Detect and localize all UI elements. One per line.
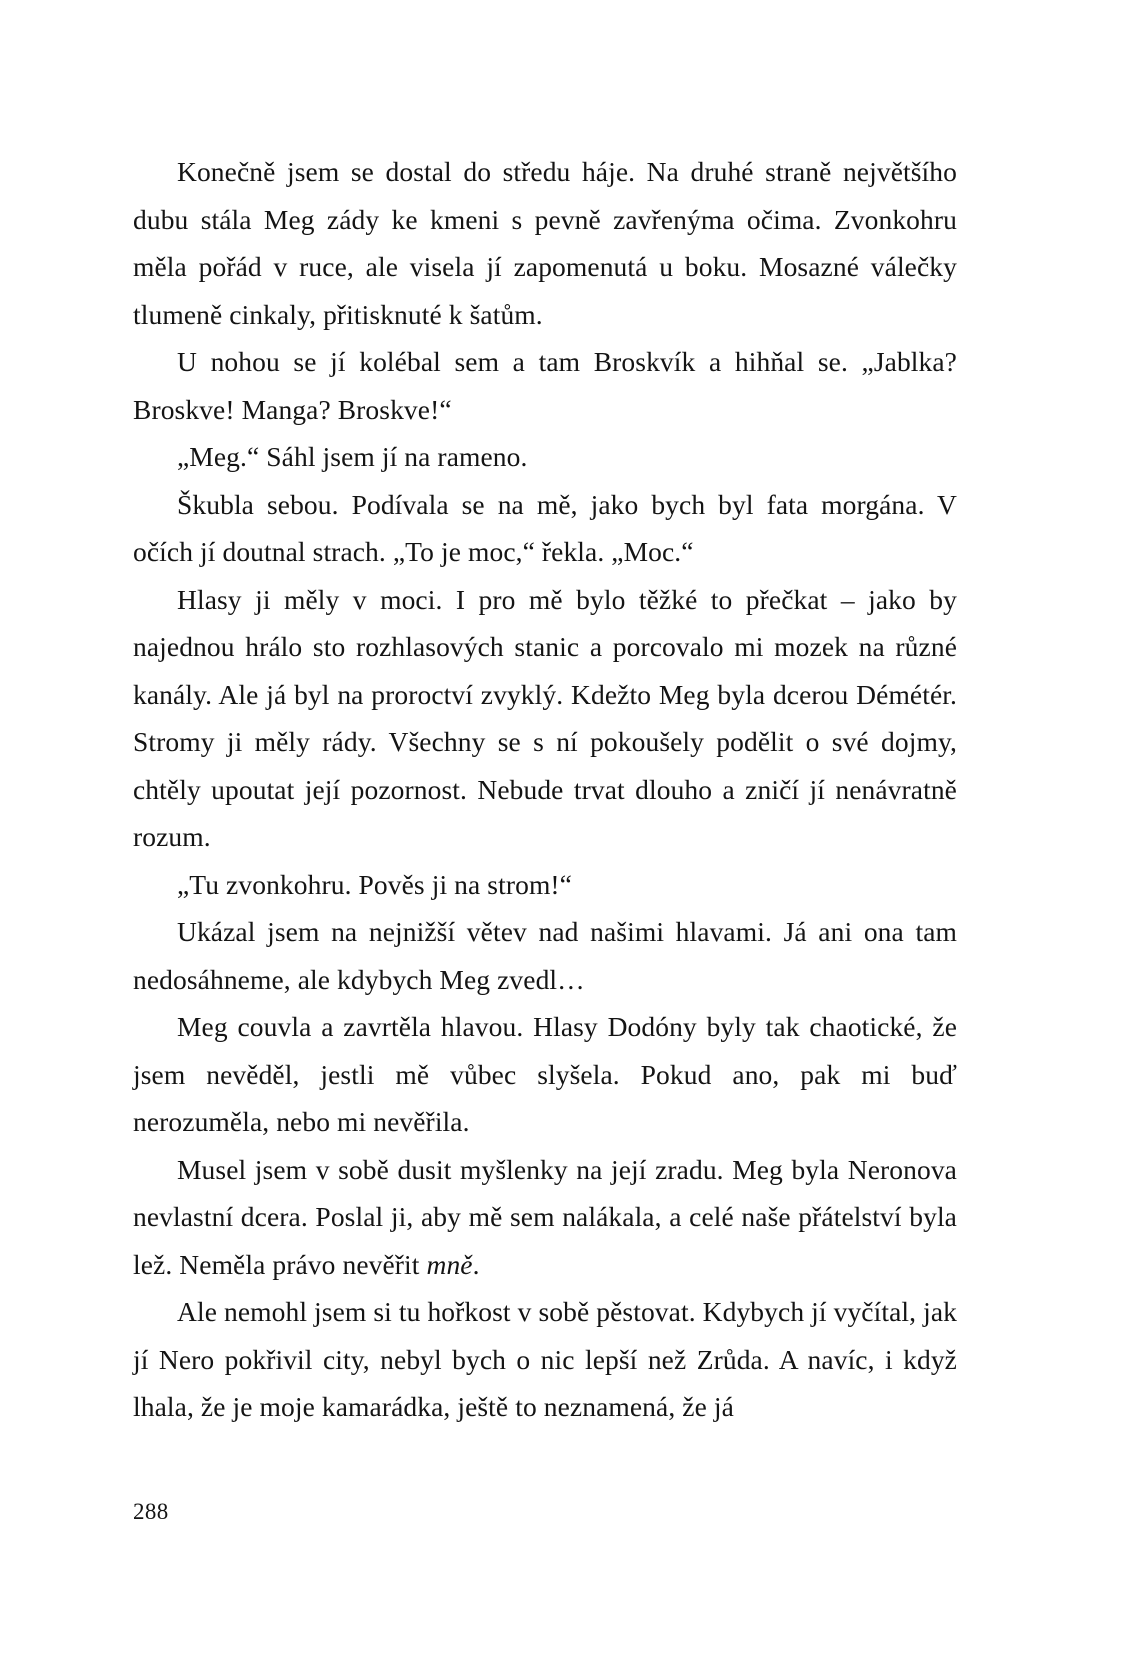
paragraph: Hlasy ji měly v moci. I pro mě bylo těžké to přečkat – jako by najednou hrálo sto rozhlasových stanic a porcovalo mi mozek na různé kanály. Ale já byl na proroctví zvyklý. Kdežto Meg byla dcerou Démétér. Stromy ji měly rády. Všechny se s ní pokoušely podělit o své dojmy, chtěly upoutat její pozornost. Nebude trvat dlouho a zničí jí nenávratně rozum.: [133, 583, 957, 852]
paragraph-text: Musel jsem v sobě dusit myšlenky na její zradu. Meg byla Neronova nevlastní dcera. Poslal ji, aby mě sem nalákala, a celé naše přátelství byla lež. Neměla právo nevěřit: [133, 1153, 957, 1280]
paragraph: Konečně jsem se dostal do středu háje. Na druhé straně největšího dubu stála Meg zády ke kmeni s pevně zavřenýma očima. Zvonkohru měla pořád v ruce, ale visela jí zapomenutá u boku. Mosazné válečky tlumeně cinkaly, přitisknuté k šatům.: [133, 156, 957, 330]
paragraph: Škubla sebou. Podívala se na mě, jako bych byl fata morgána. V očích jí doutnal strach. „To je moc,“ řekla. „Moc.“: [133, 488, 957, 567]
paragraph-tail: .: [472, 1248, 480, 1280]
paragraph: Ale nemohl jsem si tu hořkost v sobě pěstovat. Kdybych jí vyčítal, jak jí Nero pokřivil city, nebyl bych o nic lepší než Zrůda. A navíc, i když lhala, že je moje kamarádka, ještě to neznamená, že já: [133, 1296, 957, 1422]
body-text: [133, 148, 957, 1431]
paragraph: „Meg.“ Sáhl jsem jí na rameno.: [177, 441, 528, 472]
paragraph: Ukázal jsem na nejnižší větev nad našimi hlavami. Já ani ona tam nedosáhneme, ale kdybych Meg zvedl…: [133, 916, 957, 995]
paragraph: „Tu zvonkohru. Pověs ji na strom!“: [177, 868, 572, 900]
emphasized-word: mně: [426, 1248, 473, 1280]
paragraph: Meg couvla a zavrtěla hlavou. Hlasy Dodóny byly tak chaotické, že jsem nevěděl, jestli mě vůbec slyšela. Pokud ano, pak mi buď nerozuměla, nebo mi nevěřila.: [133, 1011, 957, 1137]
page-number: 288: [133, 1499, 169, 1524]
paragraph: U nohou se jí kolébal sem a tam Broskvík a hihňal se. „Jablka? Broskve! Manga? Broskve!“: [133, 346, 957, 425]
paragraph-with-emphasis: [133, 1146, 957, 1289]
